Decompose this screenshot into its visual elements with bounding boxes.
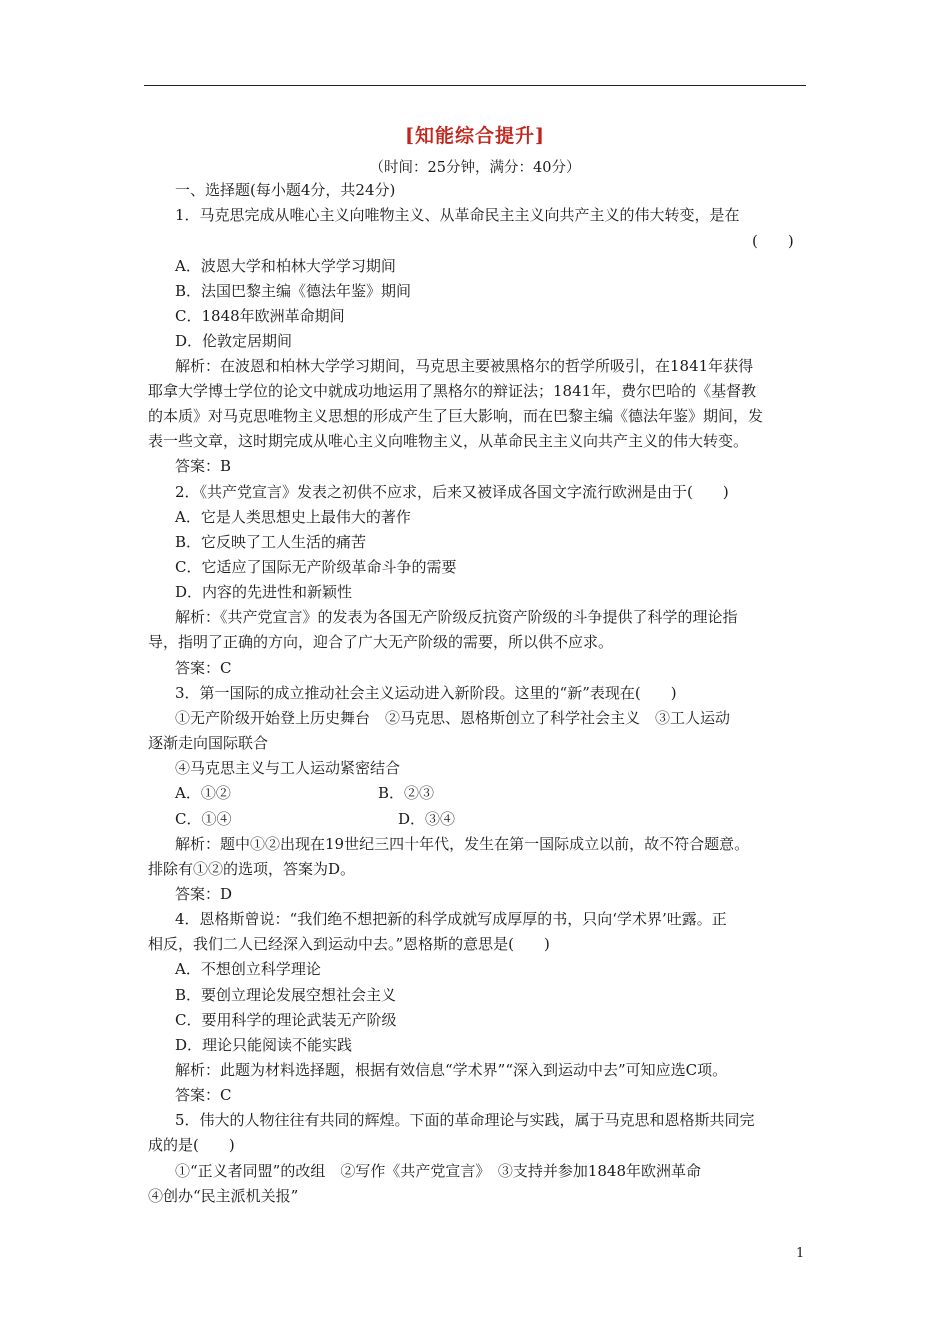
section-title: [知能综合提升] — [405, 125, 545, 147]
answer-1: 答案：B — [175, 457, 232, 475]
question-5-items: ①“正义者同盟”的改组 ②写作《共产党宣言》 ③支持并参加1848年欧洲革命 — [175, 1162, 702, 1180]
answer-blank: ( ) — [752, 232, 794, 250]
question-5-items: ④创办“民主派机关报” — [148, 1187, 299, 1205]
answer-4: 答案：C — [175, 1086, 232, 1104]
option-d: D．伦敦定居期间 — [175, 332, 293, 350]
explanation-2: 解析：《共产党宣言》的发表为各国无产阶级反抗资产阶级的斗争提供了科学的理论指 — [175, 608, 738, 626]
header-rule — [144, 85, 806, 86]
explanation-1: 表一些文章，这时期完成从唯心主义向唯物主义，从革命民主主义向共产主义的伟大转变。 — [148, 432, 749, 450]
question-4-stem: 相反，我们二人已经深入到运动中去。”恩格斯的意思是( ) — [148, 935, 550, 953]
explanation-3: 排除有①②的选项，答案为D。 — [148, 860, 356, 878]
explanation-2: 导，指明了正确的方向，迎合了广大无产阶级的需要，所以供不应求。 — [148, 633, 614, 651]
option-b: B．要创立理论发展空想社会主义 — [175, 986, 397, 1004]
option-b: B．②③ — [378, 784, 435, 802]
time-and-score: （时间：25分钟，满分：40分） — [369, 160, 581, 176]
question-3-stem: 3．第一国际的成立推动社会主义运动进入新阶段。这里的“新”表现在( ) — [175, 684, 677, 702]
option-d: D．理论只能阅读不能实践 — [175, 1036, 353, 1054]
explanation-1: 的本质》对马克思唯物主义思想的形成产生了巨大影响，而在巴黎主编《德法年鉴》期间，发 — [148, 407, 764, 425]
option-a: A．波恩大学和柏林大学学习期间 — [175, 257, 396, 275]
question-2-stem: 2．《共产党宣言》发表之初供不应求，后来又被译成各国文字流行欧洲是由于( ) — [175, 483, 729, 501]
question-3-items: 逐渐走向国际联合 — [148, 734, 269, 752]
question-5-stem: 5．伟大的人物往往有共同的辉煌。下面的革命理论与实践，属于马克思和恩格斯共同完 — [175, 1111, 755, 1129]
explanation-3: 解析：题中①②出现在19世纪三四十年代，发生在第一国际成立以前，故不符合题意。 — [175, 835, 750, 853]
question-3-items: ①无产阶级开始登上历史舞台 ②马克思、恩格斯创立了科学社会主义 ③工人运动 — [175, 709, 731, 727]
option-a: A．它是人类思想史上最伟大的著作 — [175, 508, 411, 526]
answer-3: 答案：D — [175, 885, 233, 903]
explanation-1: 解析：在波恩和柏林大学学习期间，马克思主要被黑格尔的哲学所吸引，在1841年获得 — [175, 357, 754, 375]
section-heading: 一、选择题(每小题4分，共24分) — [175, 181, 396, 199]
page-number: 1 — [796, 1246, 805, 1261]
explanation-1: 耶拿大学博士学位的论文中就成功地运用了黑格尔的辩证法；1841年，费尔巴哈的《基督教 — [148, 382, 757, 400]
option-a: A．①② — [175, 784, 231, 802]
option-c: C．要用科学的理论武装无产阶级 — [175, 1011, 397, 1029]
question-4-stem: 4．恩格斯曾说：“我们绝不想把新的科学成就写成厚厚的书，只向‘学术界’吐露。正 — [175, 910, 727, 928]
option-c: C．它适应了国际无产阶级革命斗争的需要 — [175, 558, 457, 576]
explanation-4: 解析：此题为材料选择题，根据有效信息“学术界”“深入到运动中去”可知应选C项。 — [175, 1061, 728, 1079]
question-1-stem: 1．马克思完成从唯心主义向唯物主义、从革命民主主义向共产主义的伟大转变，是在 — [175, 206, 740, 224]
question-5-stem: 成的是( ) — [148, 1136, 235, 1154]
answer-2: 答案：C — [175, 659, 232, 677]
option-b: B．它反映了工人生活的痛苦 — [175, 533, 367, 551]
option-d: D．③④ — [398, 810, 456, 828]
option-b: B．法国巴黎主编《德法年鉴》期间 — [175, 282, 412, 300]
option-a: A．不想创立科学理论 — [175, 960, 321, 978]
option-c: C．①④ — [175, 810, 232, 828]
option-c: C．1848年欧洲革命期间 — [175, 307, 345, 325]
question-3-items: ④马克思主义与工人运动紧密结合 — [175, 759, 401, 777]
option-d: D．内容的先进性和新颖性 — [175, 583, 353, 601]
